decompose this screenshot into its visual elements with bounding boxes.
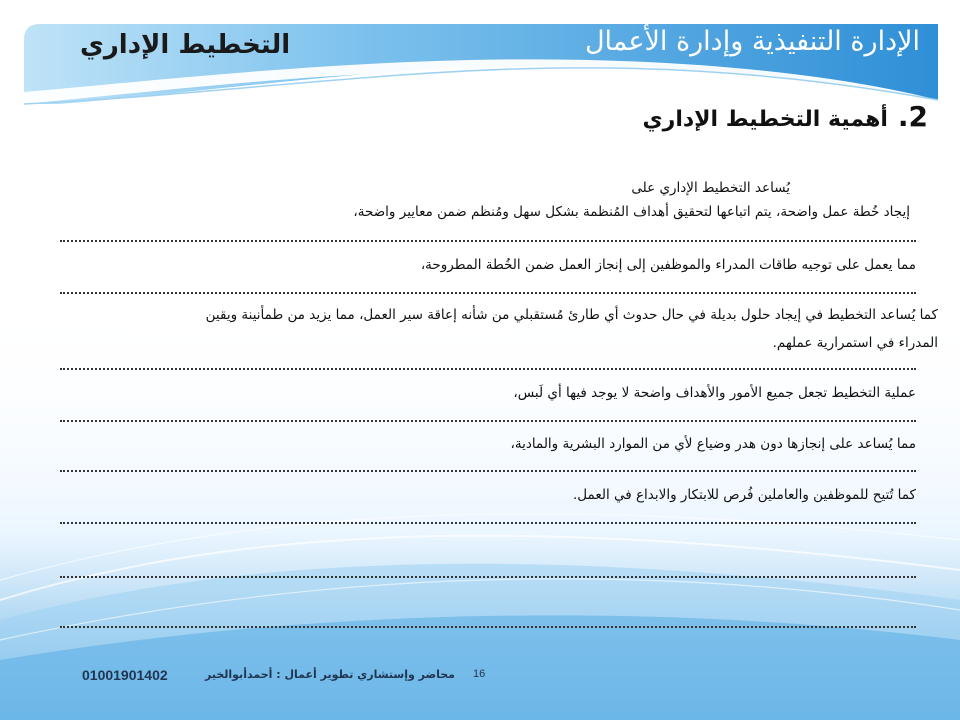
slide-title: الإدارة التنفيذية وإدارة الأعمال xyxy=(584,26,920,57)
dotted-separator xyxy=(60,292,916,294)
dotted-separator xyxy=(60,420,916,422)
point-2: مما يعمل على توجيه طاقات المدراء والموظفين إلى إنجاز العمل ضمن الخُطة المطروحة، xyxy=(420,257,916,273)
point-4-block xyxy=(40,381,918,405)
section-title: أهمية التخطيط الإداري xyxy=(642,107,888,132)
dotted-separator xyxy=(60,470,916,472)
dotted-separator xyxy=(60,576,916,578)
point-4: عملية التخطيط تجعل جميع الأمور والأهداف واضحة لا يوجد فيها أي لَبس، xyxy=(513,385,916,401)
footer-phone: 01001901402 xyxy=(82,667,168,683)
slide-topic: التخطيط الإداري xyxy=(80,30,291,60)
page-number: 16 xyxy=(473,668,486,680)
point-5-block xyxy=(40,432,918,456)
point-2-block xyxy=(40,253,918,277)
section-heading xyxy=(643,100,929,133)
section-number: 2. xyxy=(897,100,928,133)
point-6: كما تُتيح للموظفين والعاملين فُرص للابتكار والابداع في العمل. xyxy=(573,487,916,503)
footer-author: محاضر وإستشاري تطوير أعمال : أحمدأبوالخير xyxy=(205,668,455,681)
point-3-line-1: كما يُساعد التخطيط في إيجاد حلول بديلة في حال حدوث أي طارئ مُستقبلي من شأنه إعاقة سير العمل، مما يزيد من طمأنينة ويقين xyxy=(205,307,938,323)
point-3-line-2: المدراء في استمرارية عملهم. xyxy=(772,335,938,351)
intro-line xyxy=(40,176,918,224)
point-6-block xyxy=(40,483,918,507)
dotted-separator xyxy=(60,368,916,370)
point-1: إيجاد خُطة عمل واضحة، يتم اتباعها لتحقيق أهداف المُنظمة بشكل سهل ومُنظم ضمن معايير واضحة، xyxy=(353,204,910,220)
dotted-separator xyxy=(60,626,916,628)
point-3-block xyxy=(40,303,938,355)
intro-text: يُساعد التخطيط الإداري على xyxy=(631,180,790,196)
dotted-separator xyxy=(60,240,916,242)
dotted-separator xyxy=(60,522,916,524)
point-5: مما يُساعد على إنجازها دون هدر وضياع لأي من الموارد البشرية والمادية، xyxy=(510,436,916,452)
